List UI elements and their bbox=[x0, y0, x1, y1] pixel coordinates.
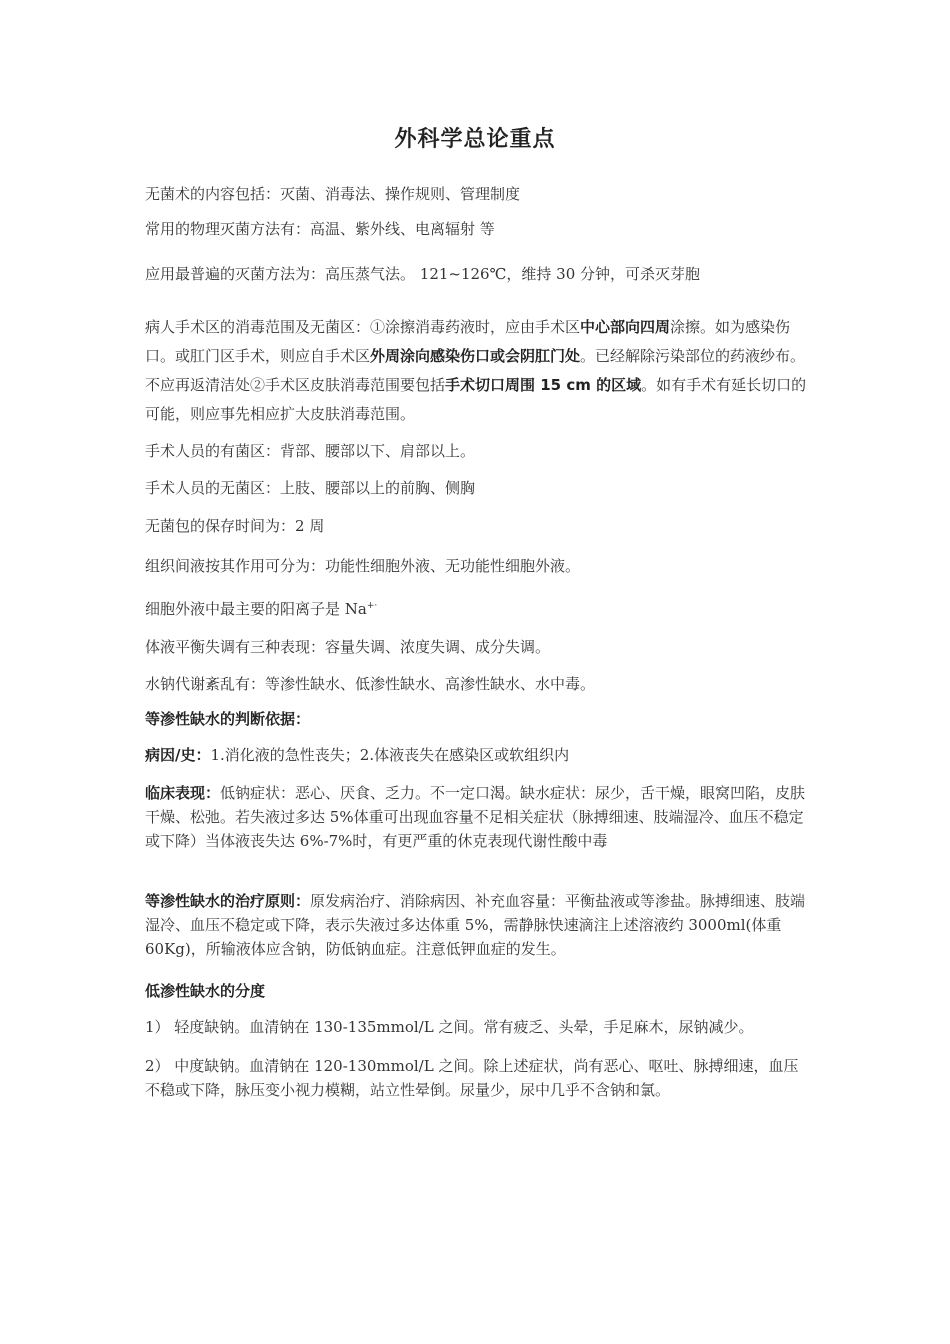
heading-isotonic-diagnosis: 等渗性缺水的判断依据： bbox=[145, 710, 311, 728]
paragraph-main-cation bbox=[145, 592, 810, 624]
text-segment: 原发病治疗、消除病因、补充血容量：平衡盐液或等渗盐。脉搏细速、肢端湿冷、血压不稳定或下降，表示失液过多达体重 5%，需静脉快速滴注上述溶液约 3000ml(体重 60Kg)，所输液体应含钠，防低钠血症。注意低钾血症的发生。 bbox=[145, 892, 806, 958]
paragraph-etiology bbox=[145, 741, 810, 770]
paragraph-mild-deficiency: 1） 轻度缺钠。血清钠在 130-135mmol/L 之间。常有疲乏、头晕，手足麻木，尿钠减少。 bbox=[145, 1018, 754, 1036]
text-segment: 涂擦。如为感染伤口。或肛门区手术，则应自手术区 bbox=[145, 318, 791, 365]
paragraph-sterile-zone: 手术人员的无菌区：上肢、腰部以上的前胸、侧胸 bbox=[145, 479, 476, 497]
paragraph-physical-sterilization: 常用的物理灭菌方法有：高温、紫外线、电离辐射 等 bbox=[145, 220, 495, 238]
bold-segment: 中心部向四周 bbox=[580, 318, 671, 336]
text-segment: 。如有手术有延长切口的可能，则应事先相应扩大皮肤消毒范围。 bbox=[145, 376, 807, 423]
paragraph-bacterial-zone: 手术人员的有菌区：背部、腰部以下、肩部以上。 bbox=[145, 442, 476, 460]
paragraph-clinical-manifestations bbox=[145, 781, 810, 853]
heading-hypotonic-grading: 低渗性缺水的分度 bbox=[145, 982, 266, 1000]
bold-segment: 外周涂向感染伤口或会阴肛门处 bbox=[370, 347, 581, 365]
paragraph-aseptic-contents: 无菌术的内容包括：灭菌、消毒法、操作规则、管理制度 bbox=[145, 185, 521, 203]
paragraph-interstitial-fluid: 组织间液按其作用可分为：功能性细胞外液、无功能性细胞外液。 bbox=[145, 557, 581, 575]
paragraph-treatment-principles bbox=[145, 889, 810, 961]
label-bold: 病因/史： bbox=[145, 746, 211, 764]
paragraph-water-sodium: 水钠代谢紊乱有：等渗性缺水、低渗性缺水、高渗性缺水、水中毒。 bbox=[145, 675, 596, 693]
text-segment: 病人手术区的消毒范围及无菌区：①涂擦消毒药液时，应由手术区 bbox=[145, 318, 581, 336]
text-segment: 细胞外液中最主要的阳离子是 Na bbox=[145, 600, 367, 618]
paragraph-disinfection-range bbox=[145, 313, 810, 429]
superscript: +· bbox=[366, 601, 378, 611]
paragraph-fluid-imbalance: 体液平衡失调有三种表现：容量失调、浓度失调、成分失调。 bbox=[145, 638, 551, 656]
paragraph-package-storage: 无菌包的保存时间为：2 周 bbox=[145, 517, 325, 535]
text-segment: 。已经解除污染部位的药液纱布。不应再返清洁处②手术区皮肤消毒范围要包括 bbox=[145, 347, 806, 394]
document-title: 外科学总论重点 bbox=[394, 127, 556, 152]
paragraph-common-sterilization: 应用最普遍的灭菌方法为：高压蒸气法。 121~126℃，维持 30 分钟，可杀灭芽胞 bbox=[145, 265, 701, 283]
paragraph-moderate-deficiency: 2） 中度缺钠。血清钠在 120-130mmol/L 之间。除上述症状，尚有恶心、呕吐、脉搏细速，血压不稳或下降，脉压变小视力模糊，站立性晕倒。尿量少，尿中几乎不含钠和氯。 bbox=[145, 1057, 799, 1099]
text-segment: 1.消化液的急性丧失；2.体液丧失在感染区或软组织内 bbox=[210, 746, 570, 764]
text-segment: 低钠症状：恶心、厌食、乏力。不一定口渴。缺水症状：尿少，舌干燥，眼窝凹陷，皮肤干燥、松弛。若失液过多达 5%体重可出现血容量不足相关症状（脉搏细速、肢端湿冷、血压不稳定或下降）当体液丧失达 6%-7%时，有更严重的休克表现代谢性酸中毒 bbox=[145, 784, 806, 850]
label-bold: 临床表现： bbox=[145, 784, 221, 802]
bold-segment: 手术切口周围 15 cm 的区域 bbox=[445, 376, 642, 394]
label-bold: 等渗性缺水的治疗原则： bbox=[145, 892, 311, 910]
